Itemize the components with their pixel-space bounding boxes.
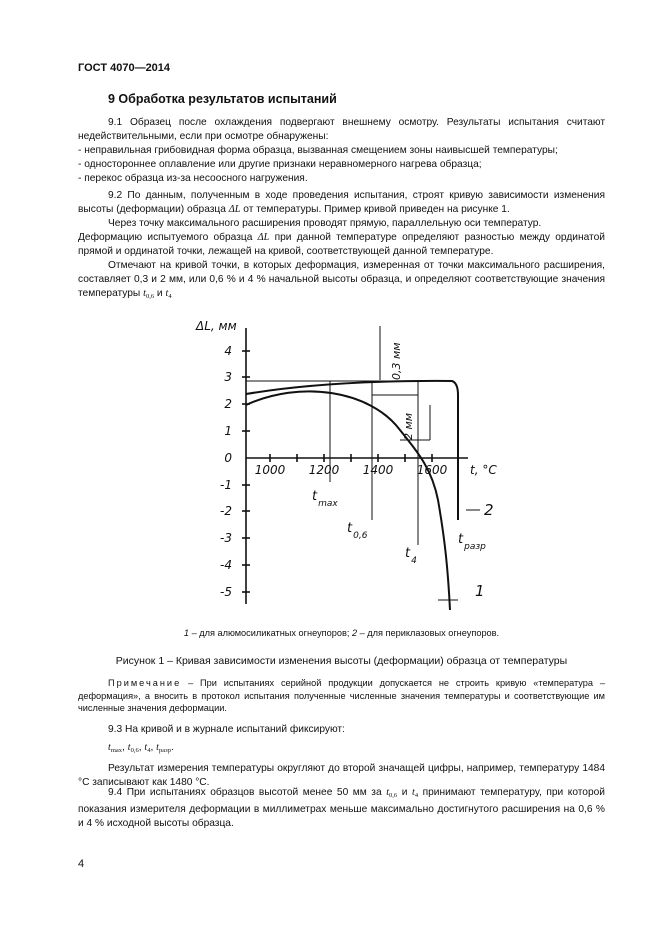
tmax-symbol: $t_{max}$ (108, 742, 123, 754)
x-tick-label: 1600 (416, 463, 448, 477)
y-tick-label: 1 (224, 424, 232, 438)
delta-l-symbol: ΔL (257, 232, 270, 243)
y-tick-label: 4 (224, 344, 232, 358)
page-number: 4 (78, 858, 85, 870)
t4-symbol: $t_4$ (411, 787, 419, 799)
text: от температуры. Пример кривой приведен на рисунке 1. (243, 204, 510, 215)
figure-legend (78, 628, 605, 638)
paragraph-9-2-b: Через точку максимального расширения проводят прямую, параллельную оси температур. (108, 218, 542, 229)
y-tick-label: 3 (224, 370, 232, 384)
text: 9.4 При испытаниях образцов высотой менее 50 мм за (108, 787, 382, 798)
x-tick-label: 1400 (362, 463, 394, 477)
legend-1-text: – для алюмосиликатных огнеупоров; (189, 628, 352, 638)
tmax-label: $t_{max}$ (312, 489, 338, 509)
legend-2-number: 2 (351, 628, 358, 638)
dim-03-label: 0,3 мм (390, 342, 403, 380)
t4-label: $t_4$ (405, 546, 417, 566)
y-tick-label: -5 (220, 585, 232, 599)
x-axis-label: t, °C (470, 463, 497, 477)
list-item: - одностороннее оплавление или другие признаки неравномерного нагрева образца; (78, 159, 482, 170)
y-tick-label: -2 (220, 504, 232, 518)
text: Деформацию испытуемого образца (78, 232, 253, 243)
paragraph-9-1-intro: 9.1 Образец после охлаждения подвергают внешнему осмотру. Результаты испытания считают недействительными, если при осмотре обнаружены: (78, 117, 605, 142)
y-tick-label: -3 (220, 531, 232, 545)
note-text: – При испытаниях серийной продукции допускается не строить кривую «температура – деформация», а вносить в протокол испытания полученные численные значения температуры и соответствующие им численные значения деформации. (78, 678, 605, 713)
curve-2-label: 2 (484, 501, 494, 519)
text: при данной температуре определяют разностью между ординатой прямой и ординатой точки, лежащей на кривой, соответствующей данной температуре. (78, 232, 605, 257)
paragraph-9-3-intro: 9.3 На кривой и в журнале испытаний фиксируют: (108, 724, 345, 735)
legend-1-number: 1 (183, 628, 190, 638)
curve-1-line (246, 391, 450, 610)
figure-caption: Рисунок 1 – Кривая зависимости изменения высоты (деформации) образца от температуры (115, 655, 568, 667)
recorded-values: $t_{max}$, $t_{0,6}$, $t_4$, $t_{разр}$. (108, 742, 174, 754)
text: Отмечают на кривой точки, в которых деформация, измеренная от точки максимального расширения, составляет 0,3 и 2 мм, или 0,6 % и 4 % начальной высоты образца, и определяют соответствующие значения температуры (78, 260, 605, 299)
list-item: - неправильная грибовидная форма образца, вызванная смещением зоны наивысшей температуры; (78, 145, 558, 156)
note (78, 677, 605, 715)
legend-2-text: – для периклазовых огнеупоров. (357, 628, 500, 638)
t06-symbol: $t_{0,6}$ (386, 787, 398, 799)
text: и (156, 288, 163, 299)
list-item: - перекос образца из-за несоосного нагружения. (78, 173, 308, 184)
y-tick-label: -1 (220, 478, 232, 492)
text: принимают температуру, при которой показания измерителя деформации в миллиметрах меньше максимально достигнутого расширения на 0,6 % и 4 % исходной высоты образца. (78, 787, 605, 829)
t4-symbol: $t_4$ (165, 288, 172, 300)
traz-label: $t_{разр}$ (458, 532, 486, 552)
text: и (401, 787, 408, 798)
x-tick-label: 1000 (254, 463, 286, 477)
paragraph-9-3-rounding: Результат измерения температуры округляют до второй значащей цифры, например, температуру 1484 °С записывают как 1480 °С. (78, 763, 605, 788)
delta-l-symbol: ΔL (228, 204, 241, 215)
y-tick-label: 0 (224, 451, 232, 465)
curve-1-label: 1 (475, 582, 485, 600)
traz-symbol: $t_{разр}$ (156, 742, 171, 754)
dim-2-label: 2 мм (402, 412, 415, 440)
paragraph-9-3 (78, 723, 605, 790)
t06-symbol: $t_{0,6}$ (127, 742, 139, 754)
note-label: Примечание (108, 678, 182, 688)
t06-label: $t_{0,6}$ (347, 521, 368, 541)
t4-symbol: $t_4$ (144, 742, 151, 754)
x-tick-label: 1200 (308, 463, 340, 477)
document-header: ГОСТ 4070—2014 (78, 62, 171, 74)
t06-symbol: $t_{0,6}$ (143, 288, 155, 300)
text: 9.2 По данным, полученным в ходе проведения испытания, строят кривую зависимости изменения высоты (деформации) образца (78, 190, 605, 215)
y-axis-label: ΔL, мм (196, 319, 237, 333)
paragraph-9-4 (78, 786, 605, 831)
section-title: 9 Обработка результатов испытаний (108, 92, 337, 106)
y-tick-label: -4 (220, 558, 232, 572)
y-tick-label: 2 (224, 397, 232, 411)
curve-2-line (246, 381, 458, 520)
